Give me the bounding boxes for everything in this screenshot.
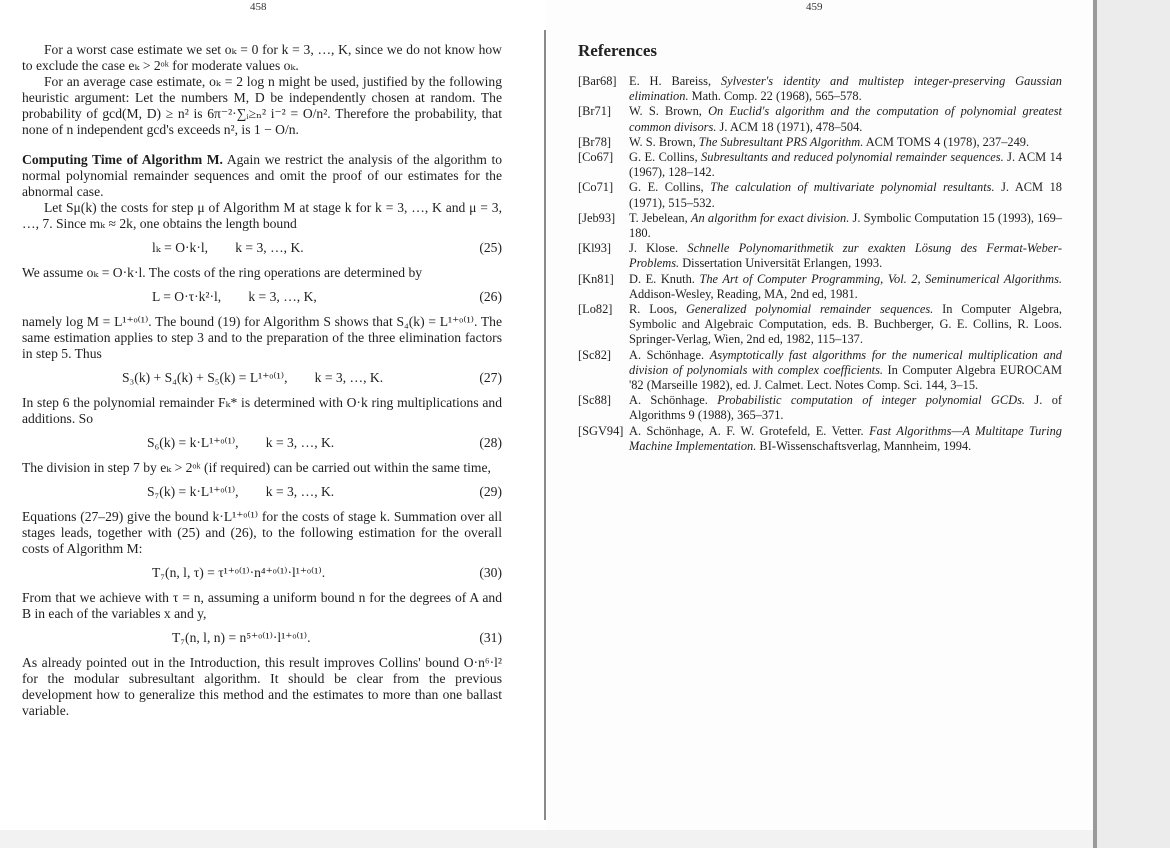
reference-title: The calculation of multivariate polynomial resultants. [710, 180, 995, 195]
reference-source: ACM TOMS 4 (1978), 237–249. [863, 134, 1030, 149]
reference-source: BI-Wissenschaftsverlag, Mannheim, 1994. [756, 438, 972, 453]
reference-authors: G. E. Collins, [629, 180, 711, 195]
reference-title: Generalized polynomial remainder sequences. [685, 302, 934, 317]
equation-25 [22, 237, 502, 259]
reference-title: The Art of Computer Programming, Vol. 2, Seminumerical Algorithms. [699, 271, 1062, 286]
reference-entry [578, 135, 1062, 150]
reference-entry [578, 272, 1062, 302]
equation-26-body: L = Ο·τ·k²·l, k = 3, …, K, [152, 289, 317, 304]
paragraph-equations: Equations (27–29) give the bound k·L¹⁺ᵒ⁽¹⁾ for the costs of stage k. Summation over all stages leads, together with (25) and (26), to the following estimation for the overall costs of Algorithm M: [22, 509, 502, 556]
reference-title: Asymptotically fast algorithms for the numerical multiplication and division of polynomials with complex coefficients. [629, 347, 1062, 377]
reference-source: J. of Algorithms 9 (1988), 365–371. [629, 393, 1063, 423]
reference-title: The Subresultant PRS Algorithm. [698, 134, 864, 149]
paragraph-from: From that we achieve with τ = n, assuming a uniform bound n for the degrees of A and B in each of the variables x and y, [22, 590, 502, 621]
page-number-left: 458 [250, 1, 267, 13]
scan-edge-shadow [1093, 0, 1097, 848]
equation-30-body: T₇(n, l, τ) = τ¹⁺ᵒ⁽¹⁾·n⁴⁺ᵒ⁽¹⁾·l¹⁺ᵒ⁽¹⁾. [152, 565, 326, 580]
reference-source: J. ACM 14 (1967), 128–142. [629, 150, 1062, 180]
reference-entry [578, 348, 1062, 394]
equation-27-body: S₃(k) + S₄(k) + S₅(k) = L¹⁺ᵒ⁽¹⁾, k = 3, …, K. [122, 370, 384, 385]
reference-key: [Sc82] [578, 347, 612, 362]
reference-title: Schnelle Polynomarithmetik zur exakten Lösung des Fermat-Weber-Problems. [629, 241, 1062, 271]
reference-authors: A. Schönhage, A. F. W. Grotefeld, E. Vetter. [629, 423, 870, 438]
reference-key: [Kl93] [578, 241, 612, 256]
reference-text [629, 104, 1062, 134]
reference-authors: W. S. Brown, [629, 134, 699, 149]
left-page-body [22, 42, 502, 719]
reference-key: [Kn81] [578, 271, 614, 286]
reference-title: Subresultants and reduced polynomial remainder sequences. [701, 150, 1004, 165]
reference-source: Addison-Wesley, Reading, MA, 2nd ed, 1981. [629, 286, 858, 301]
reference-source: J. Symbolic Computation 15 (1993), 169–180. [629, 210, 1062, 241]
references-list [578, 74, 1062, 454]
paragraph-worst-case: For a worst case estimate we set oₖ = 0 for k = 3, …, K, since we do not know how to exclude the case eₖ > 2ᵒᵏ for moderate values oₖ. [22, 42, 502, 73]
reference-authors: E. H. Bareiss, [629, 74, 721, 88]
equation-30 [22, 562, 502, 584]
reference-entry [578, 180, 1062, 210]
reference-source: J. ACM 18 (1971), 478–504. [716, 119, 863, 134]
paragraph-assume: We assume oₖ = Ο·k·l. The costs of the ring operations are determined by [22, 265, 423, 280]
reference-entry [578, 211, 1062, 241]
scan-edge-right [1093, 0, 1170, 848]
reference-key: [Sc88] [578, 393, 612, 408]
reference-title: Fast Algorithms—A Multitape Turing Machine Implementation. [629, 423, 1062, 453]
section-heading: Computing Time of Algorithm M. [22, 152, 223, 167]
scan-edge-bottom [0, 830, 1093, 848]
reference-title: Probabilistic computation of integer polynomial GCDs. [717, 393, 1025, 408]
equation-27 [22, 367, 502, 389]
reference-key: [Bar68] [578, 74, 617, 88]
equation-28-number: (28) [479, 435, 502, 450]
reference-source: Math. Comp. 22 (1968), 565–578. [688, 89, 862, 104]
reference-authors: R. Loos, [629, 302, 686, 317]
section-paragraph [22, 152, 502, 200]
paragraph-final: As already pointed out in the Introduction, this result improves Collins' bound Ο·n⁶·l² for the modular subresultant algorithm. It should be clear from the previous development how to generalize this method and the estimates to more than one ballast variable. [22, 655, 502, 718]
equation-27-number: (27) [479, 370, 502, 385]
reference-authors: G. E. Collins, [629, 150, 702, 165]
paragraph-average-case: For an average case estimate, oₖ = 2 log n might be used, justified by the following heuristic argument: Let the numbers M, D be independently chosen at random. The probability of gcd(M, D) ≥ n² is 6π⁻²·∑ᵢ≥ₙ² i⁻² = Ο/n². Therefore the probability, that none of n independent gcd's exceeds n², is 1 − Ο/n. [22, 74, 502, 137]
reference-source: J. ACM 18 (1971), 515–532. [629, 180, 1062, 210]
reference-key: [Br78] [578, 134, 612, 149]
paragraph-let: Let Sμ(k) the costs for step μ of Algorithm M at stage k for k = 3, …, K and μ = 3, …, 7. Since mₖ ≈ 2k, one obtains the length bound [22, 200, 502, 231]
reference-title: An algorithm for exact division. [690, 210, 850, 225]
reference-authors: T. Jebelean, [629, 210, 691, 225]
right-page [546, 0, 1094, 848]
reference-key: [SGV94] [578, 423, 624, 438]
reference-entry [578, 393, 1062, 423]
paragraph-step7: The division in step 7 by eₖ > 2ᵒᵏ (if required) can be carried out within the same time, [22, 460, 491, 475]
reference-entry [578, 302, 1062, 348]
reference-text [629, 302, 1062, 348]
reference-entry [578, 150, 1062, 180]
reference-text [629, 74, 1062, 104]
reference-source: In Computer Algebra EUROCAM '82 (Marseille 1982), ed. J. Calmet. Lect. Notes Comp. Sci. 144, 3–15. [629, 362, 1062, 393]
equation-25-body: lₖ = Ο·k·l, k = 3, …, K. [152, 240, 304, 255]
reference-text [629, 393, 1062, 423]
paragraph-step6: In step 6 the polynomial remainder Fₖ* is determined with Ο·k ring multiplications and additions. So [22, 395, 502, 426]
reference-key: [Lo82] [578, 302, 613, 317]
reference-text [629, 180, 1062, 210]
reference-authors: A. Schönhage. [629, 347, 710, 362]
reference-text [629, 424, 1062, 454]
reference-entry [578, 424, 1062, 454]
equation-26-number: (26) [479, 289, 502, 304]
reference-title: Sylvester's identity and multistep integer-preserving Gaussian elimination. [629, 74, 1062, 104]
reference-source: Dissertation Universität Erlangen, 1993. [679, 256, 883, 271]
reference-text [629, 135, 1062, 150]
left-page [0, 0, 545, 848]
page-number-right: 459 [806, 1, 823, 13]
equation-26 [22, 286, 502, 308]
reference-key: [Co67] [578, 150, 614, 165]
reference-authors: W. S. Brown, [629, 104, 709, 119]
reference-key: [Jeb93] [578, 210, 616, 225]
equation-31-body: T₇(n, l, n) = n⁵⁺ᵒ⁽¹⁾·l¹⁺ᵒ⁽¹⁾. [172, 630, 311, 645]
reference-entry [578, 241, 1062, 271]
reference-authors: A. Schönhage. [629, 393, 718, 408]
equation-25-number: (25) [479, 240, 502, 255]
equation-29-body: S₇(k) = k·L¹⁺ᵒ⁽¹⁾, k = 3, …, K. [147, 484, 335, 499]
reference-entry [578, 104, 1062, 134]
equation-30-number: (30) [479, 565, 502, 580]
equation-31 [22, 627, 502, 649]
reference-key: [Co71] [578, 180, 614, 195]
equation-29-number: (29) [479, 484, 502, 499]
reference-key: [Br71] [578, 104, 612, 119]
reference-text [629, 241, 1062, 271]
reference-source: In Computer Algebra, Symbolic and Algebraic Computation, eds. B. Buchberger, G. E. Collins, R. Loos. Springer-Verlag, Wien, 2nd ed, 1982, 115–137. [629, 302, 1063, 347]
reference-text [629, 150, 1062, 180]
equation-31-number: (31) [479, 630, 502, 645]
section-intro: Again we restrict the analysis of the algorithm to normal polynomial remainder sequences and omit the proof of our estimates for the abnormal case. [22, 152, 503, 199]
equation-29 [22, 481, 502, 503]
reference-text [629, 211, 1062, 241]
paragraph-namely: namely log M = L¹⁺ᵒ⁽¹⁾. The bound (19) for Algorithm S shows that S₄(k) = L¹⁺ᵒ⁽¹⁾. The same estimation applies to step 3 and to the preparation of the three elimination factors in step 5. Thus [22, 314, 502, 361]
reference-entry [578, 74, 1062, 104]
reference-text [629, 272, 1062, 302]
reference-text [629, 348, 1062, 394]
equation-28 [22, 432, 502, 454]
equation-28-body: S₆(k) = k·L¹⁺ᵒ⁽¹⁾, k = 3, …, K. [147, 435, 335, 450]
references-title: References [578, 41, 657, 60]
reference-authors: J. Klose. [629, 241, 688, 256]
reference-title: On Euclid's algorithm and the computation of polynomial greatest common divisors. [629, 104, 1062, 134]
reference-authors: D. E. Knuth. [629, 271, 700, 286]
